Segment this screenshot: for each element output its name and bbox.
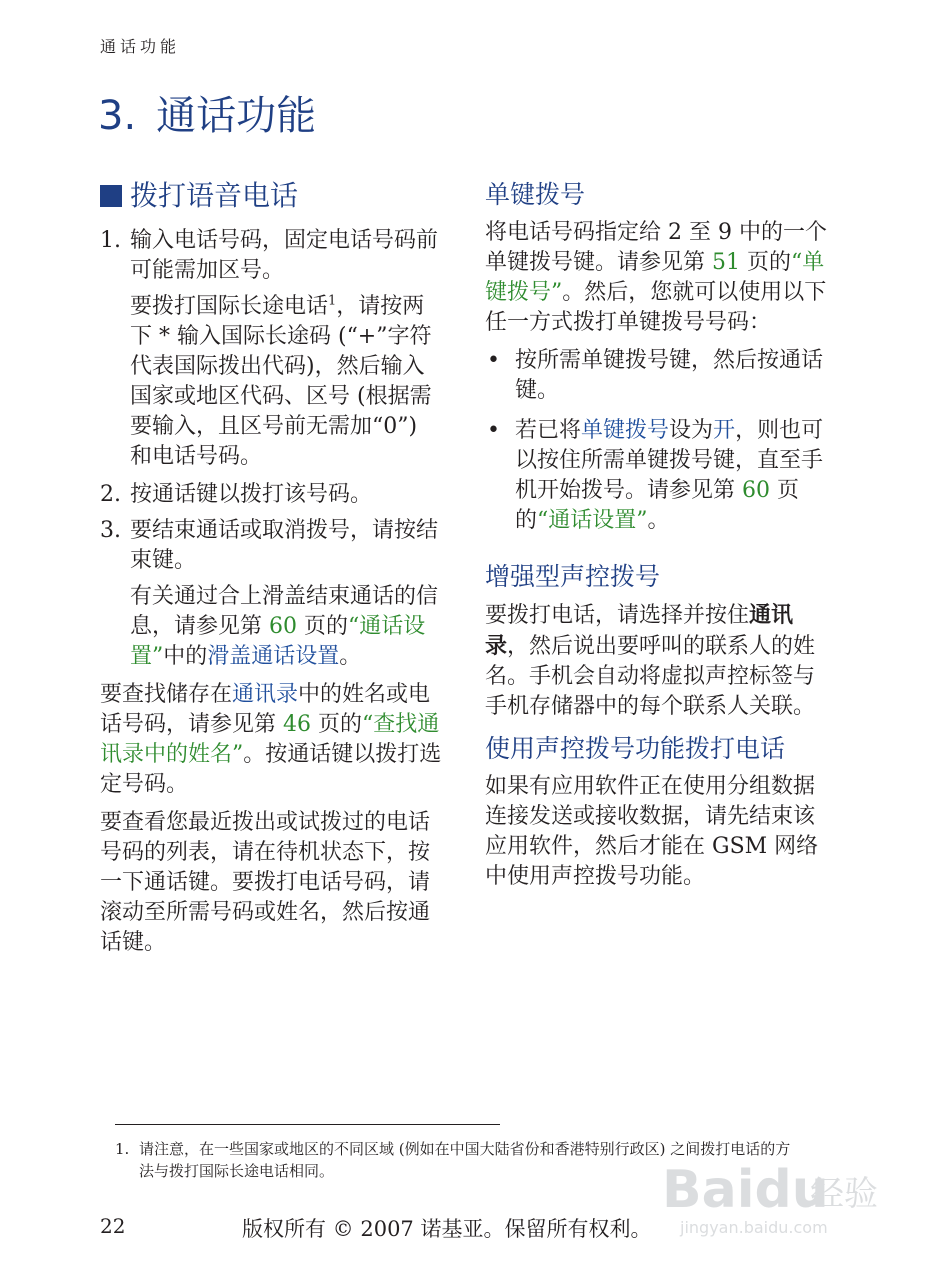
bullet-text: 按所需单键拨号键，然后按通话键。 — [515, 348, 824, 403]
section-heading-text: 拨打语音电话 — [130, 179, 299, 212]
bullet-text: 。 — [647, 508, 670, 533]
detail-text: ，请按两下 * 输入国际长途码 (“+”字符代表国际拨出代码)，然后输入国家或地区代码、区号 (根据需要输入，且区号前无需加“0”) 和电话号码。 — [130, 294, 432, 469]
step-3 — [100, 516, 445, 576]
paragraph-use-voice-dialing: 如果有应用软件正在使用分组数据连接发送或接收数据，请先结束该应用软件，然后才能在 GSM 网络中使用声控拨号功能。 — [485, 774, 819, 889]
watermark-brand: Baidu — [662, 1160, 829, 1220]
step-text: 要结束通话或取消拨号，请按结束键。 — [130, 518, 439, 573]
bullet-item-1 — [485, 346, 830, 406]
paragraph-recent-calls: 要查看您最近拨出或试拨过的电话号码的列表，请在待机状态下，按一下通话键。要拨打电话号码，请滚动至所需号码或姓名，然后按通话键。 — [100, 810, 431, 955]
footnote-divider — [115, 1124, 500, 1125]
chapter-title — [98, 84, 316, 141]
page-link[interactable]: 60 — [269, 614, 297, 639]
note-text: 。 — [339, 644, 362, 669]
bullet-text: 页的 — [515, 478, 799, 533]
heading-voice-dialing: 增强型声控拨号 — [485, 562, 661, 591]
para-text: ，然后说出要呼叫的联系人的姓名。手机会自动将虚拟声控标签与手机存储器中的每个联系人关联。 — [485, 634, 816, 719]
page-link[interactable]: 51 — [712, 250, 740, 275]
footnote-ref[interactable]: 1 — [328, 293, 337, 309]
right-column — [485, 178, 830, 900]
step-number: 1. — [100, 228, 121, 253]
cross-reference-link[interactable]: “查找通讯录中的姓名” — [100, 712, 440, 767]
paragraph-voice-dialing — [485, 600, 830, 722]
copyright-notice: 版权所有 © 2007 诺基亚。保留所有权利。 — [242, 1217, 652, 1241]
section-heading-voice-call — [100, 178, 445, 214]
note-text: 中的 — [163, 644, 208, 669]
para-text: 将电话号码指定给 2 至 9 中的一个单键拨号键。请参见第 — [485, 220, 827, 275]
detail-text: 要拨打国际长途电话 — [130, 294, 329, 319]
cross-reference-link[interactable]: “单键拨号” — [485, 250, 825, 305]
watermark-url: jingyan.baidu.com — [680, 1218, 828, 1237]
note-text: 有关通过合上滑盖结束通话的信息，请参见第 — [130, 584, 439, 639]
heading-use-voice-dialing: 使用声控拨号功能拨打电话 — [485, 734, 786, 763]
para-text: 页的 — [311, 712, 362, 737]
heading-speed-dial: 单键拨号 — [485, 180, 586, 209]
step-text: 输入电话号码，固定电话号码前可能需加区号。 — [130, 228, 439, 283]
step-number: 3. — [100, 518, 121, 543]
cross-reference-link[interactable]: “通话设置” — [537, 508, 648, 533]
para-text: 要查找储存在 — [100, 682, 233, 707]
step-1 — [100, 226, 445, 286]
footnote-number: 1. — [115, 1140, 130, 1158]
bullet-text: ，则也可以按住所需单键拨号键，直至手机开始拨号。请参见第 — [515, 418, 824, 503]
setting-value: 开 — [713, 418, 736, 443]
bullet-item-2 — [485, 416, 830, 536]
square-bullet-icon — [100, 185, 122, 207]
left-column — [100, 178, 445, 966]
setting-name: 单键拨号 — [581, 418, 670, 443]
step-number: 2. — [100, 482, 121, 507]
note-text: 页的 — [297, 614, 348, 639]
para-text: 要拨打电话，请选择并按住 — [485, 603, 750, 628]
menu-name: 通讯录 — [232, 682, 299, 707]
bullet-text: 若已将 — [515, 418, 582, 443]
para-text: 。然后，您就可以使用以下任一方式拨打单键拨号号码： — [485, 280, 827, 335]
step-1-detail — [100, 292, 445, 472]
setting-name: 滑盖通话设置 — [207, 644, 340, 669]
baidu-watermark-logo — [660, 1145, 890, 1240]
bullet-text: 设为 — [669, 418, 714, 443]
bullet-icon: • — [487, 418, 500, 443]
step-text: 按通话键以拨打该号码。 — [130, 482, 373, 507]
bullet-icon: • — [487, 348, 500, 373]
chapter-number: 3. — [98, 93, 137, 139]
footnote-text: 请注意，在一些国家或地区的不同区域 (例如在中国大陆省份和香港特别行政区) 之间拨打电话的方法与拨打国际长途电话相同。 — [139, 1140, 791, 1180]
step-3-note — [100, 582, 445, 672]
page-link[interactable]: 46 — [283, 712, 311, 737]
step-2 — [100, 480, 445, 510]
watermark-suffix: 经验 — [810, 1174, 878, 1214]
para-text: 中的姓名或电话号码，请参见第 — [100, 682, 431, 737]
page-number: 22 — [100, 1214, 126, 1238]
paragraph-speed-dial — [485, 218, 830, 338]
para-text: 页的 — [740, 250, 791, 275]
menu-name: 通讯录 — [485, 602, 794, 659]
paragraph-find-contacts — [100, 680, 445, 800]
chapter-title-text: 通话功能 — [156, 93, 317, 139]
running-header: 通话功能 — [100, 37, 181, 56]
para-text: 。按通话键以拨打选定号码。 — [100, 742, 442, 797]
page-link[interactable]: 60 — [742, 478, 770, 503]
cross-reference-link[interactable]: “通话设置” — [130, 614, 426, 669]
